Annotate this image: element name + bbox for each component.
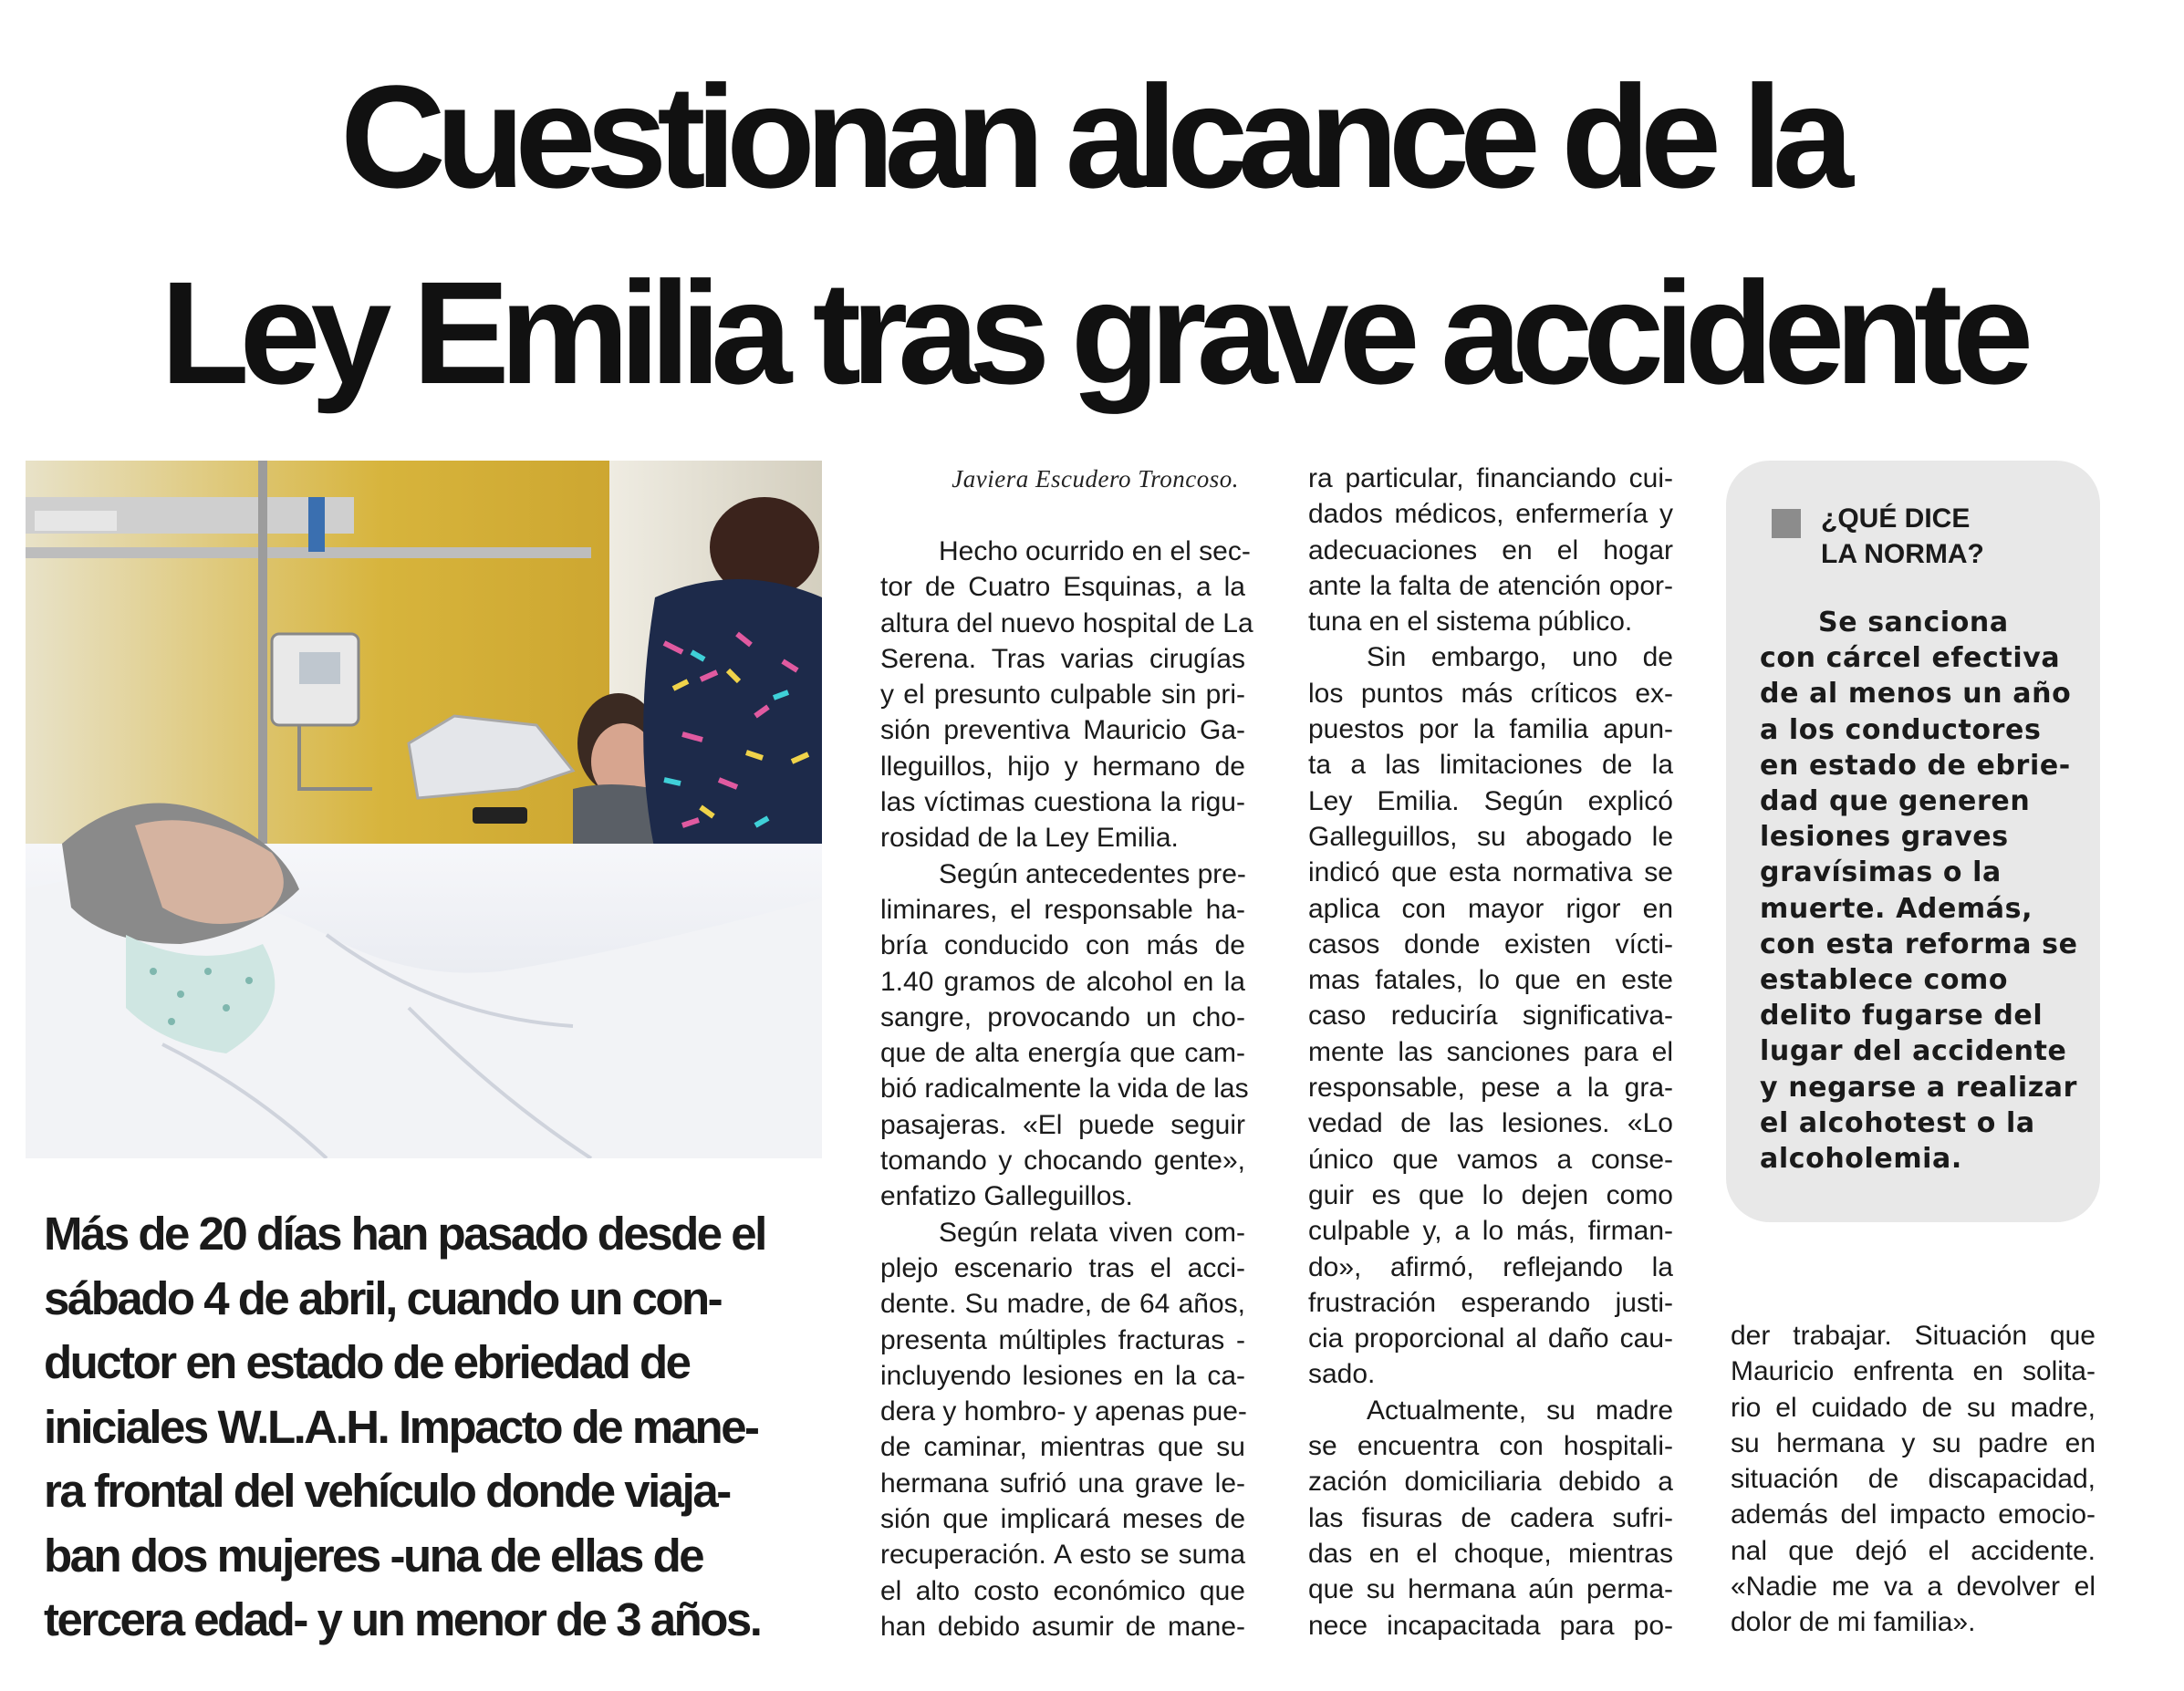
body-line: plejo escenario tras el acci-	[880, 1252, 1245, 1283]
sidebar-line: en estado de ebrie-	[1760, 749, 2071, 782]
body-line: que de alta energía que cam-	[880, 1038, 1245, 1069]
body-line: mas fatales, lo que en este	[1308, 965, 1673, 996]
body-column-3	[1731, 1318, 2096, 1641]
lede-line: Más de 20 días han pasado desde el	[44, 1208, 765, 1260]
sidebar-box	[1726, 461, 2100, 1222]
body-line: das en el choque, mientras	[1308, 1538, 1673, 1569]
body-line: nal que dejó el accidente.	[1731, 1535, 2096, 1566]
body-line: caso reduciría significativa-	[1308, 1001, 1673, 1032]
sidebar-body	[1760, 605, 2078, 1177]
body-line: rosidad de la Ley Emilia.	[880, 823, 1179, 854]
body-line: Sin embargo, uno de	[1367, 642, 1673, 673]
body-line: dente. Su madre, de 64 años,	[880, 1289, 1245, 1320]
body-line: incluyendo lesiones en la ca-	[880, 1360, 1245, 1391]
sidebar-title-line: ¿QUÉ DICE	[1821, 503, 1971, 534]
sidebar-title	[1821, 501, 1984, 572]
body-line: Hecho ocurrido en el sec-	[939, 536, 1251, 566]
sidebar-line: delito fugarse del	[1760, 1000, 2044, 1032]
body-line: enfatizo Galleguillos.	[880, 1181, 1133, 1212]
body-line: bió radicalmente la vida de las	[880, 1074, 1249, 1105]
body-line: indicó que esta normativa se	[1308, 857, 1673, 888]
sidebar-line: muerte. Además,	[1760, 892, 2033, 925]
body-line: ta a las limitaciones de la	[1308, 750, 1673, 781]
sidebar-line: lesiones graves	[1760, 821, 2009, 854]
body-line: vedad de las lesiones. «Lo	[1308, 1108, 1673, 1139]
body-line: las víctimas cuestiona la rigu-	[880, 787, 1245, 818]
body-line: 1.40 gramos de alcohol en la	[880, 966, 1245, 997]
body-line: rio el cuidado de su madre,	[1731, 1392, 2096, 1423]
body-column-1	[880, 534, 1253, 1644]
body-line: y el presunto culpable sin pri-	[880, 680, 1245, 711]
body-line: responsable, pese a la gra-	[1308, 1073, 1673, 1104]
body-line: de caminar, mientras que su	[880, 1432, 1245, 1463]
body-line: ante la falta de atención opor-	[1308, 570, 1673, 601]
body-line: los puntos más críticos ex-	[1308, 678, 1673, 709]
body-line: tuna en el sistema público.	[1308, 607, 1633, 638]
body-line: pasajeras. «El puede seguir	[880, 1109, 1245, 1140]
sidebar-line: con esta reforma se	[1760, 928, 2078, 960]
body-column-2	[1308, 461, 1673, 1644]
body-line: hermana sufrió una grave le-	[880, 1468, 1245, 1499]
body-line: que su hermana aún perma-	[1308, 1574, 1673, 1605]
hospital-room-photo	[26, 461, 822, 1158]
headline-line-1: Cuestionan alcance de la	[340, 55, 1844, 218]
body-line: bría conducido con más de	[880, 930, 1245, 961]
body-line: dolor de mi familia».	[1731, 1607, 1976, 1638]
body-line: único que vamos a conse-	[1308, 1144, 1673, 1175]
body-line: presenta múltiples fracturas -	[880, 1324, 1245, 1355]
lede-line: sábado 4 de abril, cuando un con-	[44, 1271, 722, 1324]
body-line: altura del nuevo hospital de La	[880, 607, 1253, 638]
body-line: lleguillos, hijo y hermano de	[880, 751, 1245, 782]
square-bullet-icon	[1772, 509, 1801, 538]
body-line: se encuentra con hospitali-	[1308, 1431, 1673, 1462]
sidebar-title-line: LA NORMA?	[1821, 539, 1984, 569]
body-line: el alto costo económico que	[880, 1575, 1245, 1606]
body-line: las fisuras de cadera sufri-	[1308, 1502, 1673, 1533]
body-line: guir es que lo dejen como	[1308, 1179, 1673, 1210]
body-line: tor de Cuatro Esquinas, a la	[880, 572, 1245, 603]
body-line: además del impacto emocio-	[1731, 1499, 2096, 1530]
body-line: Mauricio enfrenta en solita-	[1731, 1356, 2096, 1387]
body-line: su hermana y su padre en	[1731, 1427, 2096, 1458]
body-line: Según antecedentes pre-	[939, 858, 1246, 889]
body-line: do», afirmó, reflejando la	[1308, 1251, 1673, 1282]
sidebar-line: dad que generen	[1760, 785, 2031, 818]
body-line: sión que implicará meses de	[880, 1504, 1245, 1535]
body-line: casos donde existen vícti-	[1308, 928, 1673, 960]
headline-line-2: Ley Emilia tras grave accidente	[160, 251, 2024, 414]
body-line: dados médicos, enfermería y	[1308, 499, 1673, 530]
body-line: Según relata viven com-	[939, 1217, 1245, 1248]
sidebar-line: establece como	[1760, 964, 2009, 997]
lede-paragraph	[44, 1202, 792, 1653]
sidebar-line: alcoholemia.	[1760, 1143, 1962, 1176]
lede-line: ductor en estado de ebriedad de	[44, 1336, 690, 1388]
lede-line: ban dos mujeres -una de ellas de	[44, 1529, 703, 1582]
lede-line: ra frontal del vehículo donde viaja-	[44, 1465, 730, 1517]
sidebar-line: con cárcel efectiva	[1760, 642, 2061, 675]
body-line: dera y hombro- y apenas pue-	[880, 1396, 1247, 1427]
body-line: sangre, provocando un cho-	[880, 1001, 1245, 1032]
body-line: der trabajar. Situación que	[1731, 1321, 2096, 1351]
sidebar-line: a los conductores	[1760, 713, 2042, 746]
lede-line: iniciales W.L.A.H. Impacto de mane-	[44, 1400, 758, 1453]
body-line: sión preventiva Mauricio Ga-	[880, 715, 1245, 746]
body-line: culpable y, a lo más, firman-	[1308, 1216, 1673, 1247]
body-line: aplica con mayor rigor en	[1308, 893, 1673, 924]
sidebar-line: el alcohotest o la	[1760, 1106, 2035, 1139]
body-line: ra particular, financiando cui-	[1308, 463, 1673, 493]
byline: Javiera Escudero Troncoso.	[952, 465, 1239, 493]
body-line: Ley Emilia. Según explicó	[1308, 785, 1673, 816]
body-line: puestos por la familia apun-	[1308, 714, 1673, 745]
body-line: tomando y chocando gente»,	[880, 1146, 1245, 1177]
body-line: «Nadie me va a devolver el	[1731, 1572, 2096, 1603]
body-line: han debido asumir de mane-	[880, 1611, 1245, 1642]
body-line: Galleguillos, su abogado le	[1308, 821, 1673, 852]
body-line: mente las sanciones para el	[1308, 1036, 1673, 1067]
sidebar-line: lugar del accidente	[1760, 1035, 2067, 1068]
body-line: Actualmente, su madre	[1367, 1395, 1673, 1426]
body-line: situación de discapacidad,	[1731, 1464, 2096, 1495]
body-line: sado.	[1308, 1359, 1376, 1390]
body-line: adecuaciones en el hogar	[1308, 534, 1673, 565]
sidebar-line: gravísimas o la	[1760, 856, 2002, 889]
body-line: Serena. Tras varias cirugías	[880, 643, 1245, 674]
body-line: cia proporcional al daño cau-	[1308, 1323, 1673, 1354]
sidebar-line: de al menos un año	[1760, 678, 2072, 711]
body-line: liminares, el responsable ha-	[880, 894, 1245, 925]
sidebar-line: Se sanciona	[1818, 607, 2009, 638]
body-line: recuperación. A esto se suma	[880, 1540, 1245, 1571]
body-line: frustración esperando justi-	[1308, 1287, 1673, 1318]
body-line: nece incapacitada para po-	[1308, 1610, 1673, 1641]
body-line: zación domiciliaria debido a	[1308, 1467, 1673, 1498]
lede-line: tercera edad- y un menor de 3 años.	[44, 1593, 761, 1645]
sidebar-line: y negarse a realizar	[1760, 1071, 2078, 1104]
